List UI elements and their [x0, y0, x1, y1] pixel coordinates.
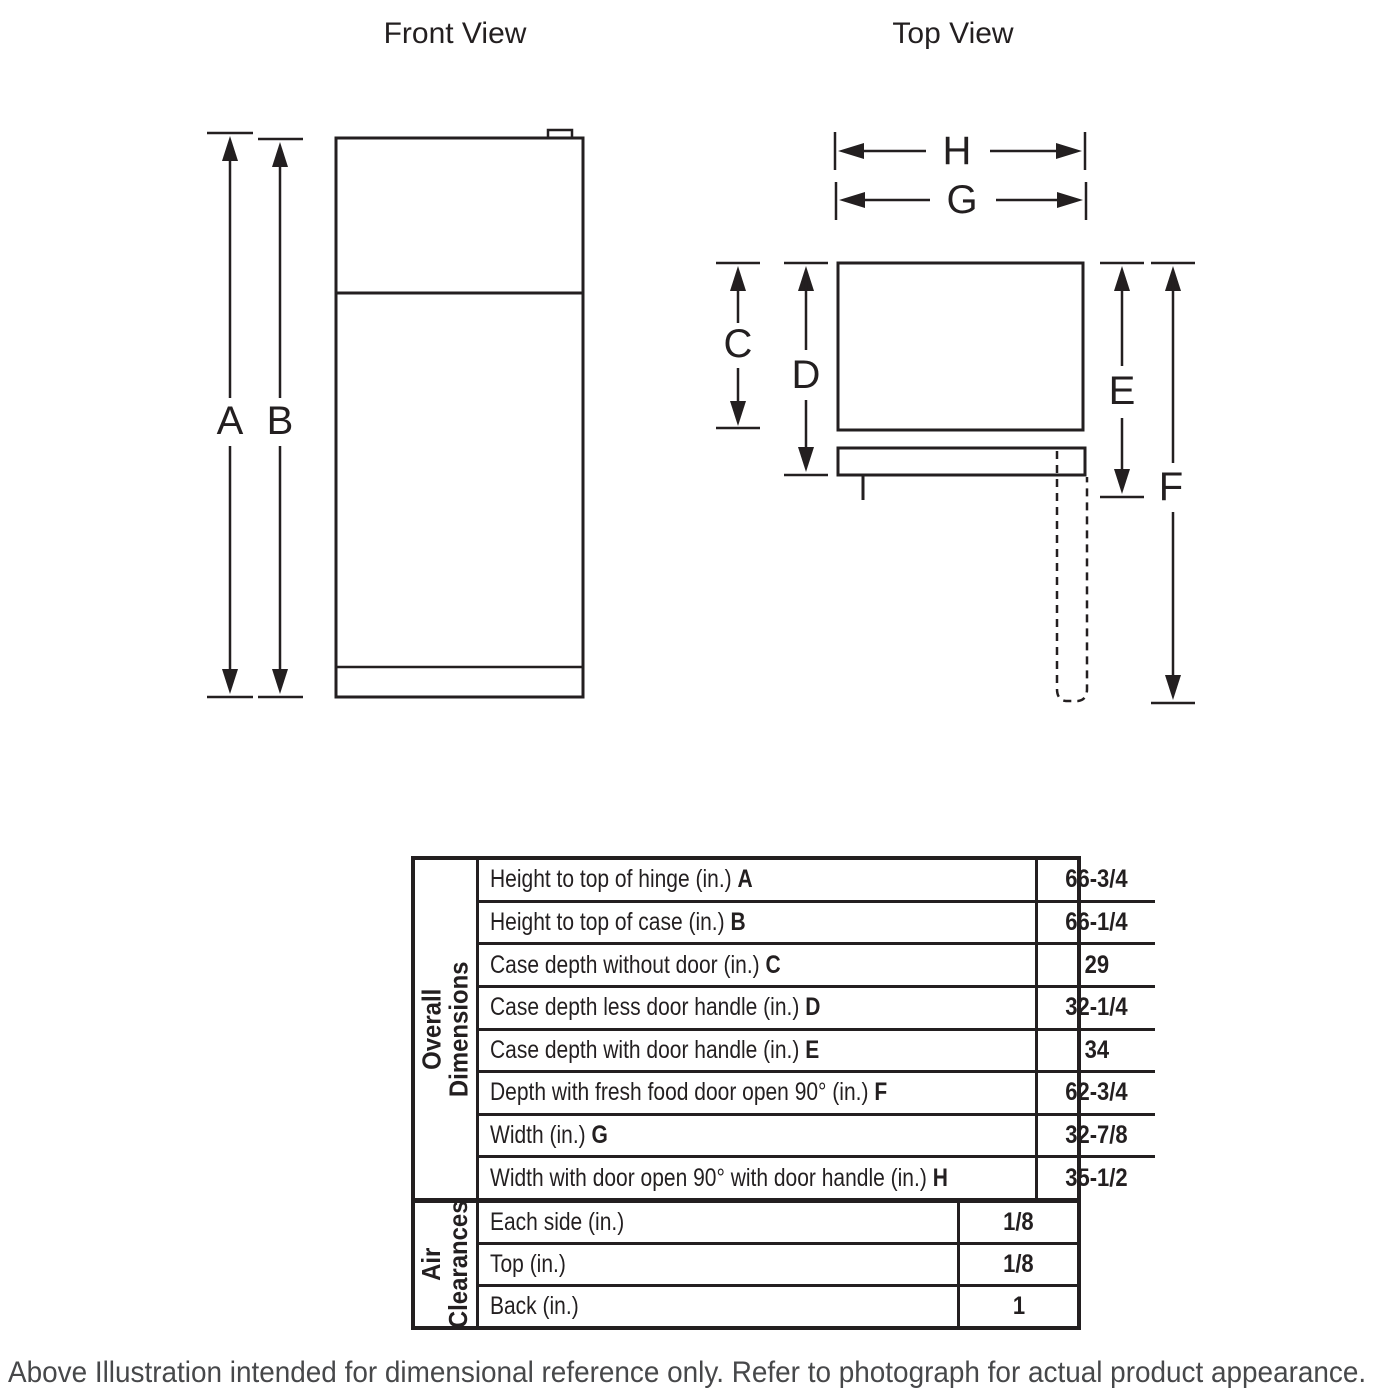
dim-label-b: B [266, 399, 294, 443]
dim-label-c: C [723, 322, 753, 366]
row-label: Width (in.) [490, 1121, 586, 1150]
row-value: 1 [1012, 1292, 1025, 1320]
row-value: 1/8 [1003, 1250, 1034, 1278]
front-view-outline [336, 138, 583, 697]
table-row [479, 1203, 1077, 1245]
row-value: 35-1/2 [1065, 1163, 1128, 1192]
row-letter: H [932, 1163, 948, 1192]
row-label: Height to top of hinge (in.) [490, 865, 732, 894]
row-value-cell [1035, 988, 1155, 1028]
footnote-caption-text: Above Illustration intended for dimensional reference only. Refer to photograph for actual product appearance. [8, 1356, 1367, 1389]
dim-arrow-b [258, 139, 303, 697]
row-value: 34 [1084, 1035, 1109, 1064]
row-label: Back (in.) [490, 1292, 579, 1320]
row-value-cell [1035, 1116, 1155, 1156]
dim-arrow-h [835, 129, 1085, 173]
dim-label-f: F [1158, 465, 1184, 509]
dim-label-g: G [946, 178, 978, 222]
row-label-cell [479, 1203, 957, 1242]
row-value-cell [1035, 945, 1155, 985]
dim-label-e: E [1108, 369, 1136, 413]
top-view-case-outline [838, 263, 1083, 430]
row-letter: B [730, 907, 746, 936]
table-row [479, 945, 1155, 988]
front-view-title: Front View [383, 17, 527, 50]
dim-label-h: H [942, 129, 972, 173]
header-line: Air [416, 1247, 447, 1282]
row-label-cell [479, 988, 1035, 1028]
row-letter: G [591, 1121, 608, 1150]
row-label-cell [479, 945, 1035, 985]
dim-arrow-f [1151, 263, 1195, 703]
row-value-cell [1035, 860, 1155, 900]
row-label: Height to top of case (in.) [490, 907, 725, 936]
table-row [479, 988, 1155, 1031]
overall-rows [479, 860, 1155, 1198]
row-label: Case depth with door handle (in.) [490, 1035, 800, 1064]
row-value: 32-7/8 [1065, 1121, 1128, 1150]
row-value-cell [1035, 1031, 1155, 1071]
row-value: 66-1/4 [1065, 907, 1128, 936]
row-label: Width with door open 90° with door handle (in.) [490, 1163, 927, 1192]
overall-dimensions-header-cell [415, 860, 479, 1198]
row-value: 62-3/4 [1065, 1078, 1128, 1107]
dimensions-table [411, 856, 1128, 1330]
dim-arrow-g [836, 178, 1086, 222]
air-rows [479, 1203, 1077, 1326]
front-view [207, 17, 583, 697]
table-row [479, 1073, 1155, 1116]
table-row [479, 1287, 1077, 1326]
row-letter: A [737, 865, 753, 894]
dim-arrow-c [716, 263, 760, 428]
row-value-cell [1035, 903, 1155, 943]
row-label: Case depth without door (in.) [490, 950, 760, 979]
dim-arrow-e [1100, 263, 1144, 497]
table-row [479, 1116, 1155, 1159]
row-label-cell [479, 1158, 1035, 1198]
row-label: Each side (in.) [490, 1208, 625, 1236]
header-line: Overall [416, 988, 447, 1070]
table-row [479, 1245, 1077, 1287]
row-value-cell [957, 1287, 1077, 1326]
air-clearances-section [415, 1200, 1077, 1329]
table-row [479, 860, 1155, 903]
row-value-cell [1035, 1158, 1155, 1198]
row-label: Top (in.) [490, 1250, 566, 1278]
top-view-title: Top View [892, 17, 1014, 50]
top-view-door-outline [838, 448, 1085, 475]
header-line: Clearances [443, 1200, 474, 1329]
row-label-cell [479, 903, 1035, 943]
dim-label-a: A [216, 399, 244, 443]
row-label-cell [479, 1031, 1035, 1071]
row-label-cell [479, 1116, 1035, 1156]
table-row [479, 903, 1155, 946]
row-value-cell [957, 1245, 1077, 1284]
row-value: 1/8 [1003, 1208, 1034, 1236]
row-value: 66-3/4 [1065, 865, 1128, 894]
header-line: Dimensions [443, 961, 474, 1097]
row-label-cell [479, 1073, 1035, 1113]
row-label: Case depth less door handle (in.) [490, 993, 800, 1022]
dim-label-d: D [791, 353, 821, 397]
row-letter: E [805, 1035, 820, 1064]
dim-arrow-a [207, 133, 253, 697]
row-value: 29 [1084, 950, 1109, 979]
air-clearances-header [418, 1201, 473, 1329]
table-row [479, 1158, 1155, 1198]
row-label-cell [479, 1287, 957, 1326]
overall-dimensions-header [418, 961, 473, 1097]
top-hinge-cap [548, 130, 572, 138]
row-value-cell [1035, 1073, 1155, 1113]
door-open-swing-dashed-outline [1057, 451, 1087, 701]
row-label-cell [479, 1245, 957, 1284]
footnote-caption [8, 1356, 1400, 1390]
row-value-cell [957, 1203, 1077, 1242]
row-letter: C [765, 950, 781, 979]
overall-dimensions-section [415, 860, 1128, 1203]
row-value: 32-1/4 [1065, 993, 1128, 1022]
air-clearances-header-cell [415, 1200, 479, 1329]
row-letter: D [805, 993, 821, 1022]
row-letter: F [874, 1078, 888, 1107]
dim-arrow-d [784, 263, 828, 475]
table-row [479, 1031, 1155, 1074]
top-view [716, 17, 1195, 703]
row-label-cell [479, 860, 1035, 900]
row-label: Depth with fresh food door open 90° (in.) [490, 1078, 869, 1107]
